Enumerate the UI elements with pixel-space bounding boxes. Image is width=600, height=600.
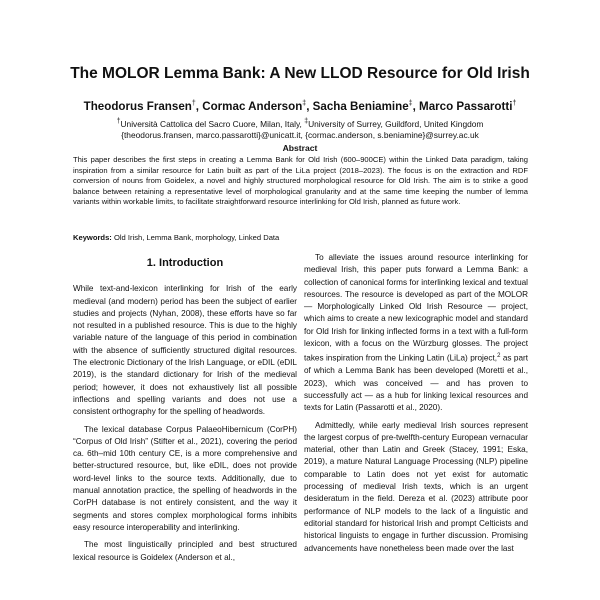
- author-separator: ,: [412, 100, 420, 113]
- affil-text: University of Surrey, Guildford, United Kingdom: [308, 118, 484, 129]
- author-name: Marco Passarotti: [419, 100, 513, 113]
- affil-mark: ‡: [304, 118, 309, 125]
- paragraph: The lexical database Corpus PalaeoHibernicum (CorPH) “Corpus of Old Irish” (Stifter et al., 2021), covering the period ca. 6th–mid 10th century CE, is a more comprehensive and better-structured resource, but, like eDIL, does not provide word-level links to the source texts. Additionally, due to manual annotation practice, the spelling of headwords in the CorPH database is not entirely consistent, and the way it segments and stores complex morphological forms inhibits easy resource interoperability and interlinking.: [73, 424, 297, 532]
- paragraph: Admittedly, while early medieval Irish sources represent the largest corpus of pre-twelfth-century European vernacular material, other than Latin and Greek (Stacey, 1991; Eska, 2019), a mature Natural Language Processing (NLP) pipeline comparable to Latin does not yet exist for automatic processing of medieval Irish texts, which is an urgent desideratum in the field. Dereza et al. (2023) attribute poor performance of NLP models to the lack of a linguistic and editorial standard for historical Irish and prompt Celticists and historical linguists to engage in further discussion. Promising advancements have nonetheless been made over the last: [304, 420, 528, 553]
- footnote-mark: 2: [497, 353, 501, 360]
- author-affil-mark: ‡: [408, 100, 413, 108]
- author-separator: ,: [195, 100, 203, 113]
- author-affil-mark: ‡: [302, 100, 307, 108]
- paper-title: The MOLOR Lemma Bank: A New LLOD Resource for Old Irish: [70, 65, 530, 82]
- affil-mark: †: [116, 118, 121, 125]
- affil-text: Università Cattolica del Sacro Cuore, Milan, Italy,: [120, 118, 305, 129]
- paragraph-text: as part of which a Lemma Bank has been developed (Moretti et al., 2023), which was conceived — and has proven to successfully act — as a hub for linking lexical resources and texts for Latin (Passarotti et al., 2020).: [304, 354, 528, 413]
- keywords-label: Keywords:: [73, 233, 112, 242]
- email-line: {theodorus.fransen, marco.passarotti}@unicatt.it, {cormac.anderson, s.beniamine}@surrey.ac.uk: [121, 130, 479, 141]
- paragraph: The most linguistically principled and best structured lexical resource is Goidelex (Anderson et al.,: [73, 540, 297, 562]
- paragraph-text: To alleviate the issues around resource interlinking for medieval Irish, this paper puts forward a Lemma Bank: a collection of canonical forms for interlinking lexical and textual resources. The resource is developed as part of the MOLOR — Morphologically Linked Old Irish Resource — project, which aims to create a new lexicographic model and standard for Old Irish for linking inflected forms in a text with a full-form lexicon, with a focus on the Würzburg glosses. The project takes inspiration from the Linking Latin (LiLa) project,: [304, 253, 528, 364]
- affiliation-line: [0, 116, 600, 130]
- author-list: [0, 100, 600, 113]
- keywords: [73, 233, 528, 242]
- keywords-text: Old Irish, Lemma Bank, morphology, Linked Data: [111, 233, 280, 242]
- author-affil-mark: †: [191, 100, 196, 108]
- author-separator: ,: [306, 100, 313, 113]
- affiliations: [0, 116, 600, 142]
- left-column: [73, 253, 297, 569]
- right-column: [304, 252, 528, 560]
- section-heading: 1. Introduction: [146, 257, 224, 269]
- author-name: Sacha Beniamine: [312, 100, 409, 113]
- paragraph: While text-and-lexicon interlinking for Irish of the early medieval (and modern) period has been the subject of earlier studies and projects (Nyhan, 2008), these efforts have so far not resulted in a published resource. This is due to the highly variable nature of the language of this period in combination with the absence of sufficiently structured digital resources. The electronic Dictionary of the Irish Language, or eDIL (eDIL 2019), is the standard dictionary for Irish of the medieval period; however, it does not exhaustively list all possible inflections and spelling variants and does not use a consistent orthography for the spelling of headwords.: [73, 284, 297, 417]
- abstract-text: This paper describes the first steps in creating a Lemma Bank for Old Irish (600–900CE) within the Linked Data paradigm, taking inspiration from a similar resource for Latin built as part of the LiLa project (2018–2023). The focus is on the extraction and RDF conversion of nouns from Goidelex, a novel and highly structured morphological resource for Old Irish. The aim is to strike a good balance between retaining a representative level of morphological granularity and at the same time keeping the number of lemma variants within workable limits, to facilitate straightforward resource interlinking for Old Irish, planned as future work.: [73, 155, 528, 207]
- paragraph: [304, 252, 528, 415]
- author-name: Theodorus Fransen: [83, 100, 192, 113]
- author-name: Cormac Anderson: [202, 100, 303, 113]
- abstract-heading: Abstract: [282, 143, 318, 153]
- author-affil-mark: †: [512, 100, 517, 108]
